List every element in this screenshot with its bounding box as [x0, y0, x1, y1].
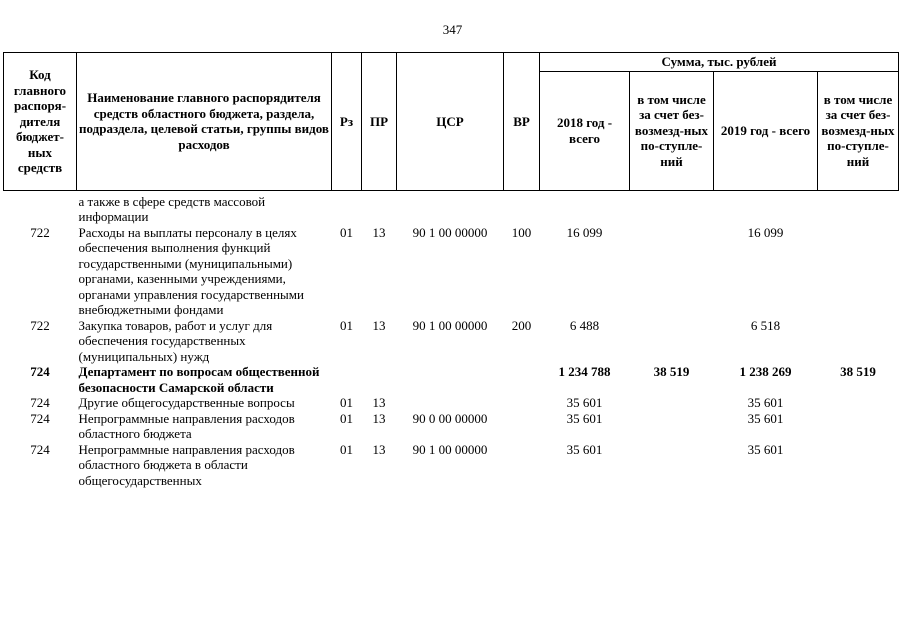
- cell-pr: [362, 364, 397, 395]
- table-row: [4, 318, 899, 365]
- header-sum-group: Сумма, тыс. рублей: [540, 53, 899, 72]
- cell-2019-free: [818, 395, 899, 411]
- header-rz: Рз: [332, 53, 362, 191]
- header-code: Код главного распоря-дителя бюджет-ных средств: [4, 53, 77, 191]
- cell-csr: [397, 395, 504, 411]
- cell-2018-free: 38 519: [653, 364, 690, 379]
- cell-2019-free: [818, 194, 899, 225]
- cell-pr: 13: [372, 410, 386, 426]
- cell-2019-total: 35 601: [747, 395, 784, 410]
- cell-pr: [362, 194, 397, 225]
- cell-2018-free: [630, 318, 714, 365]
- cell-csr: [397, 194, 504, 225]
- cell-2018-free: [630, 194, 714, 225]
- cell-2018-total: 6 488: [569, 317, 600, 333]
- cell-name: Закупка товаров, работ и услуг для обеспечения государственных (муниципальных) нужд: [78, 317, 273, 364]
- cell-vr: 100: [511, 224, 532, 240]
- cell-csr: 90 1 00 00000: [412, 224, 488, 240]
- table-row: [4, 364, 899, 395]
- header-2018-free: в том числе за счет без-возмезд-ных по-ступле-ний: [630, 71, 714, 190]
- cell-name: а также в сфере средств массовой информации: [78, 193, 266, 224]
- cell-2018-free: [630, 225, 714, 318]
- cell-code: 722: [30, 317, 50, 333]
- cell-2019-total: 6 518: [750, 317, 781, 333]
- cell-csr: 90 1 00 00000: [412, 317, 488, 333]
- cell-2018-total: 16 099: [566, 224, 603, 240]
- cell-rz: 01: [340, 441, 353, 457]
- cell-2019-free: [818, 442, 899, 489]
- table-row: [4, 411, 899, 442]
- cell-pr: 13: [372, 395, 386, 410]
- cell-code: [4, 194, 77, 225]
- cell-2018-free: [630, 442, 714, 489]
- cell-2018-total: 35 601: [566, 395, 603, 410]
- header-2018-total: 2018 год - всего: [540, 71, 630, 190]
- cell-2018-total: [540, 194, 630, 225]
- cell-code: 724: [30, 410, 50, 426]
- cell-2019-free: [818, 318, 899, 365]
- cell-name: Непрограммные направления расходов областного бюджета в области общегосударственных: [78, 441, 295, 488]
- header-2019-total: 2019 год - всего: [714, 71, 818, 190]
- cell-name: Другие общегосударственные вопросы: [78, 395, 295, 410]
- cell-code: 724: [30, 441, 50, 457]
- cell-2019-total: 35 601: [747, 441, 784, 457]
- table-row: [4, 395, 899, 411]
- cell-vr: [504, 395, 540, 411]
- cell-2018-free: [630, 395, 714, 411]
- cell-2019-total: [714, 194, 818, 225]
- cell-csr: 90 1 00 00000: [412, 441, 488, 457]
- header-pr: ПР: [362, 53, 397, 191]
- cell-rz: [332, 194, 362, 225]
- cell-code: 722: [30, 224, 50, 240]
- cell-2019-free: [818, 225, 899, 318]
- cell-name: Непрограммные направления расходов областного бюджета: [78, 410, 295, 441]
- cell-2018-free: [630, 411, 714, 442]
- header-vr: ВР: [504, 53, 540, 191]
- cell-2019-total: 35 601: [747, 410, 784, 426]
- cell-rz: 01: [340, 224, 353, 240]
- cell-vr: [504, 411, 540, 442]
- cell-csr: 90 0 00 00000: [412, 410, 488, 426]
- page-number: 347: [442, 22, 463, 37]
- cell-name: Департамент по вопросам общественной безопасности Самарской области: [78, 364, 320, 395]
- cell-rz: 01: [340, 395, 353, 410]
- table-row: [4, 225, 899, 318]
- cell-rz: 01: [340, 410, 353, 426]
- cell-pr: 13: [372, 224, 386, 240]
- table-row: [4, 442, 899, 489]
- cell-2019-free: [818, 411, 899, 442]
- cell-code: 724: [30, 395, 50, 410]
- cell-rz: [332, 364, 362, 395]
- cell-vr: 200: [511, 317, 532, 333]
- cell-vr: [504, 194, 540, 225]
- header-2019-free: в том числе за счет без-возмезд-ных по-ступле-ний: [818, 71, 899, 190]
- cell-vr: [504, 364, 540, 395]
- header-csr: ЦСР: [397, 53, 504, 191]
- cell-2019-free: 38 519: [840, 364, 876, 379]
- cell-2019-total: 16 099: [747, 224, 784, 240]
- cell-rz: 01: [340, 317, 353, 333]
- table-row: [4, 194, 899, 225]
- cell-2019-total: 1 238 269: [739, 364, 792, 379]
- header-name: Наименование главного распорядителя средств областного бюджета, раздела, подраздела, целевой статьи, группы видов расходов: [77, 53, 332, 191]
- budget-table: [3, 52, 899, 488]
- cell-2018-total: 35 601: [566, 410, 603, 426]
- cell-csr: [397, 364, 504, 395]
- cell-pr: 13: [372, 441, 386, 457]
- cell-vr: [504, 442, 540, 489]
- cell-2018-total: 1 234 788: [558, 364, 611, 379]
- cell-pr: 13: [372, 317, 386, 333]
- cell-code: 724: [30, 364, 50, 379]
- cell-2018-total: 35 601: [566, 441, 603, 457]
- cell-name: Расходы на выплаты персоналу в целях обеспечения выполнения функций государственными (муниципальными) органами, казенными учреждениями, органами управления государственными внебюджетными фондами: [78, 224, 304, 317]
